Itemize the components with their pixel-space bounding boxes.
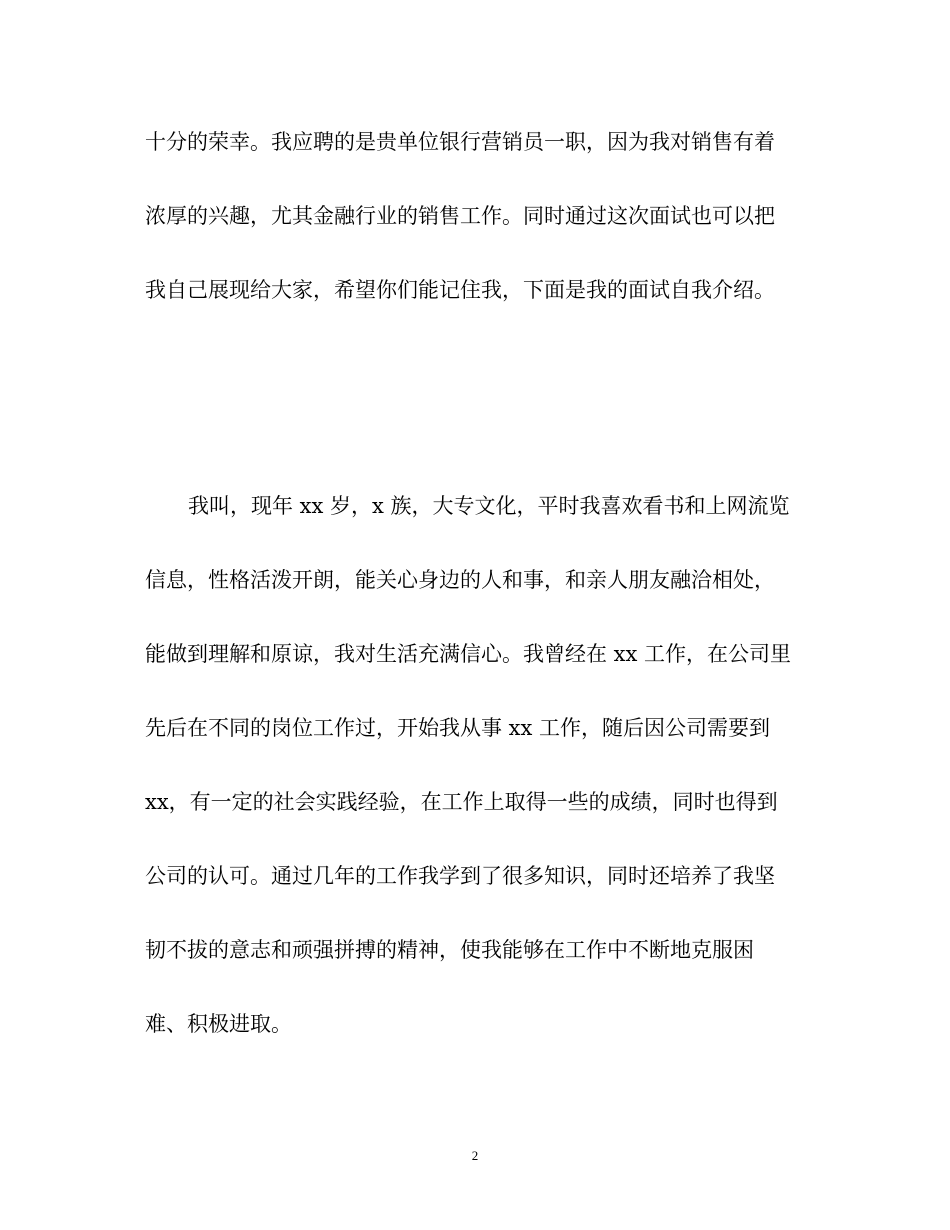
page-number: 2 (471, 1148, 479, 1163)
paragraph-2-line-1: 我叫，现年 xx 岁，x 族，大专文化，平时我喜欢看书和上网流览 (188, 494, 790, 518)
paragraph-2-line-5: xx，有一定的社会实践经验，在工作上取得一些的成绩，同时也得到 (145, 790, 778, 814)
paragraph-2-line-2: 信息，性格活泼开朗，能关心身边的人和事，和亲人朋友融洽相处， (145, 568, 775, 592)
paragraph-1-line-1: 十分的荣幸。我应聘的是贵单位银行营销员一职，因为我对销售有着 (145, 130, 775, 154)
paragraph-2-line-3: 能做到理解和原谅，我对生活充满信心。我曾经在 xx 工作，在公司里 (145, 642, 792, 666)
paragraph-1-line-2: 浓厚的兴趣，尤其金融行业的销售工作。同时通过这次面试也可以把 (145, 204, 775, 228)
paragraph-2-line-4: 先后在不同的岗位工作过，开始我从事 xx 工作，随后因公司需要到 (145, 716, 771, 740)
paragraph-2-line-6: 公司的认可。通过几年的工作我学到了很多知识，同时还培养了我坚 (145, 864, 775, 888)
paragraph-2-line-7: 韧不拔的意志和顽强拼搏的精神，使我能够在工作中不断地克服困 (145, 938, 754, 962)
paragraph-1-line-3: 我自己展现给大家，希望你们能记住我，下面是我的面试自我介绍。 (145, 278, 775, 302)
paragraph-2-line-8: 难、积极进取。 (145, 1012, 292, 1036)
